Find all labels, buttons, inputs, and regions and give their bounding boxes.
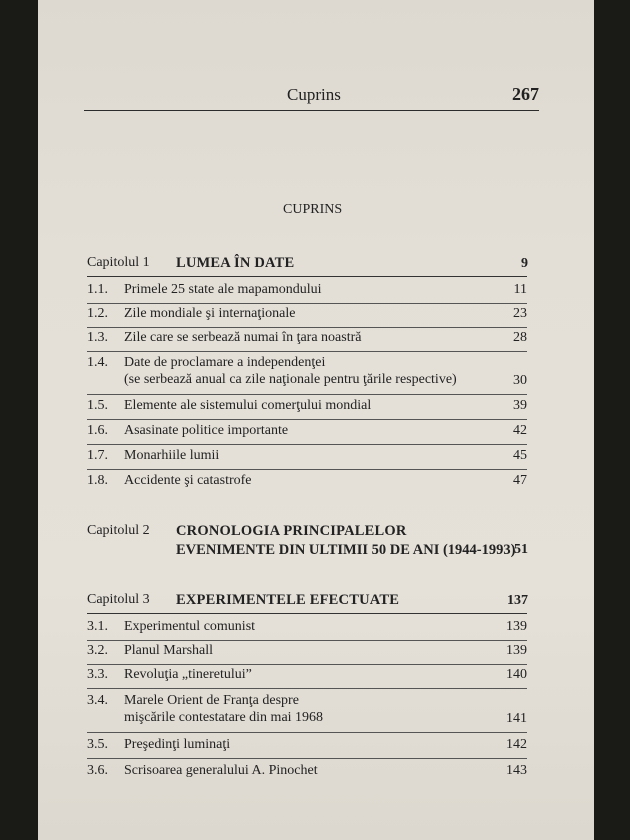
entry-number: 1.3. bbox=[87, 330, 108, 345]
entry-page: 42 bbox=[513, 423, 527, 438]
entry-text: Zile mondiale şi internaţionale bbox=[124, 306, 296, 321]
running-header-title: Cuprins bbox=[287, 85, 341, 104]
chapter-page: 137 bbox=[507, 593, 528, 608]
entry-page: 143 bbox=[506, 763, 527, 778]
chapter-title: CRONOLOGIA PRINCIPALELOR bbox=[176, 523, 407, 539]
row-rule bbox=[87, 303, 527, 304]
chapter-page: 51 bbox=[514, 542, 528, 557]
entry-text: Asasinate politice importante bbox=[124, 423, 289, 438]
chapter-title: EXPERIMENTELE EFECTUATE bbox=[176, 592, 400, 608]
chapter-title-continued: EVENIMENTE DIN ULTIMII 50 DE ANI (1944-1993) bbox=[176, 542, 516, 558]
row-rule bbox=[87, 419, 527, 420]
entry-page: 139 bbox=[506, 619, 527, 634]
chapter-title: LUMEA ÎN DATE bbox=[176, 255, 295, 271]
page-number: 267 bbox=[512, 84, 539, 104]
entry-number: 3.6. bbox=[87, 763, 108, 778]
entry-text: Primele 25 state ale mapamondului bbox=[124, 282, 322, 297]
row-rule bbox=[87, 640, 527, 641]
entry-text: Preşedinţi luminaţi bbox=[124, 737, 231, 752]
entry-text: Elemente ale sistemului comerţului mondial bbox=[124, 398, 372, 413]
entry-page: 30 bbox=[513, 373, 527, 388]
entry-text: Planul Marshall bbox=[124, 643, 214, 658]
entry-text-continued: mişcările contestatare din mai 1968 bbox=[124, 710, 324, 725]
chapter-page: 9 bbox=[521, 256, 528, 271]
row-rule bbox=[87, 688, 527, 689]
entry-number: 1.2. bbox=[87, 306, 108, 321]
entry-number: 1.7. bbox=[87, 448, 108, 463]
header-rule bbox=[84, 110, 539, 111]
row-rule bbox=[87, 613, 527, 614]
entry-number: 3.1. bbox=[87, 619, 108, 634]
row-rule bbox=[87, 758, 527, 759]
entry-text: Zile care se serbează numai în ţara noastră bbox=[124, 330, 362, 345]
chapter-label: Capitolul 2 bbox=[87, 523, 150, 538]
entry-text: Revoluţia „tineretului” bbox=[124, 667, 252, 682]
entry-page: 140 bbox=[506, 667, 527, 682]
entry-number: 1.6. bbox=[87, 423, 108, 438]
entry-number: 3.3. bbox=[87, 667, 108, 682]
chapter-label: Capitolul 1 bbox=[87, 255, 150, 270]
entry-page: 142 bbox=[506, 737, 527, 752]
entry-page: 141 bbox=[506, 711, 527, 726]
entry-number: 1.8. bbox=[87, 473, 108, 488]
row-rule bbox=[87, 444, 527, 445]
entry-text-continued: (se serbează anual ca zile naţionale pentru ţările respective) bbox=[124, 372, 457, 387]
row-rule bbox=[87, 469, 527, 470]
entry-number: 1.4. bbox=[87, 355, 108, 370]
entry-page: 11 bbox=[513, 282, 527, 297]
entry-number: 1.5. bbox=[87, 398, 108, 413]
entry-number: 3.2. bbox=[87, 643, 108, 658]
entry-text: Scrisoarea generalului A. Pinochet bbox=[124, 763, 318, 778]
row-rule bbox=[87, 732, 527, 733]
row-rule bbox=[87, 327, 527, 328]
entry-text: Accidente şi catastrofe bbox=[124, 473, 252, 488]
entry-page: 45 bbox=[513, 448, 527, 463]
entry-text: Monarhiile lumii bbox=[124, 448, 220, 463]
toc-title: CUPRINS bbox=[283, 202, 343, 217]
entry-page: 28 bbox=[513, 330, 527, 345]
row-rule bbox=[87, 276, 527, 277]
entry-number: 3.4. bbox=[87, 693, 108, 708]
entry-text: Date de proclamare a independenţei bbox=[124, 355, 326, 370]
entry-page: 39 bbox=[513, 398, 527, 413]
row-rule bbox=[87, 351, 527, 352]
row-rule bbox=[87, 664, 527, 665]
entry-page: 47 bbox=[513, 473, 527, 488]
book-page bbox=[38, 0, 594, 840]
entry-number: 1.1. bbox=[87, 282, 108, 297]
row-rule bbox=[87, 394, 527, 395]
chapter-label: Capitolul 3 bbox=[87, 592, 150, 607]
entry-page: 23 bbox=[513, 306, 527, 321]
entry-text: Experimentul comunist bbox=[124, 619, 256, 634]
entry-text: Marele Orient de Franţa despre bbox=[124, 693, 299, 708]
entry-number: 3.5. bbox=[87, 737, 108, 752]
entry-page: 139 bbox=[506, 643, 527, 658]
